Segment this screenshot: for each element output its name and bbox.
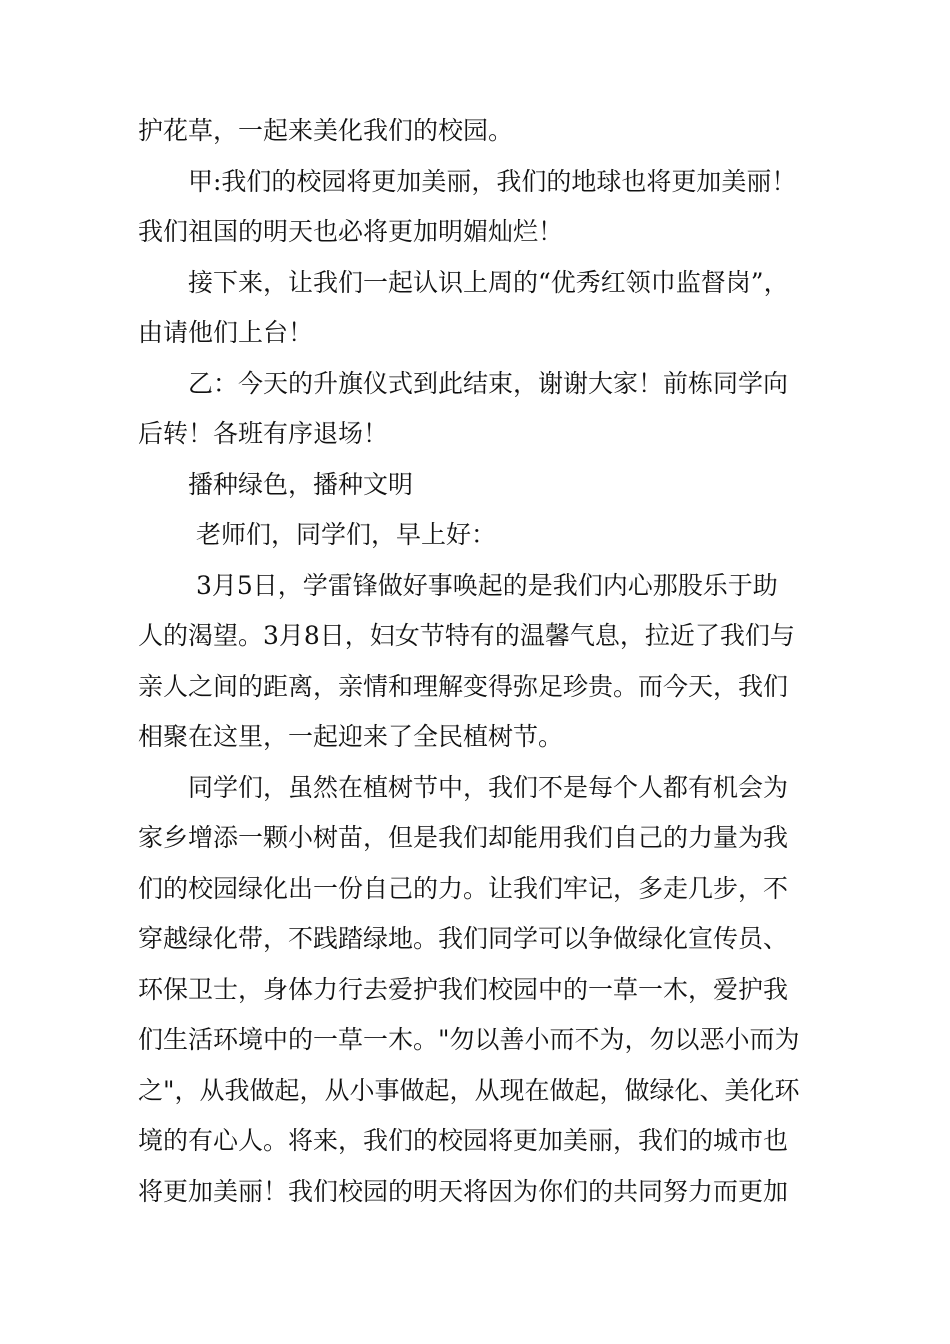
text-line: 环保卫士，身体力行去爱护我们校园中的一草一木，爱护我 [138, 974, 789, 1004]
text-line: 后转！各班有序退场！ [138, 419, 389, 448]
text-line: 同学们，虽然在植树节中，我们不是每个人都有机会为 [138, 772, 789, 802]
text-line: 家乡增添一颗小树苗，但是我们却能用我们自己的力量为我 [138, 823, 789, 852]
document-body [138, 106, 818, 1217]
text-line: 穿越绿化带，不践踏绿地。我们同学可以争做绿化宣传员、 [138, 924, 789, 953]
text-line: 们生活环境中的一草一木。"勿以善小而不为，勿以恶小而为 [138, 1025, 800, 1054]
text-line: 我们祖国的明天也必将更加明媚灿烂！ [138, 217, 564, 246]
text-line: 由请他们上台！ [138, 318, 314, 347]
text-line: 将更加美丽！我们校园的明天将因为你们的共同努力而更加 [138, 1176, 789, 1206]
text-line: 人的渴望。3月8日，妇女节特有的温馨气息，拉近了我们与 [138, 621, 795, 650]
text-line: 接下来，让我们一起认识上周的“优秀红领巾监督岗”， [138, 267, 789, 297]
text-line: 3月5日，学雷锋做好事唤起的是我们内心那股乐于助 [138, 570, 778, 600]
text-line: 老师们，同学们，早上好： [138, 520, 496, 549]
text-line: 护花草，一起来美化我们的校园。 [138, 116, 514, 145]
text-line: 甲:我们的校园将更加美丽，我们的地球也将更加美丽！ [138, 166, 797, 196]
text-line: 亲人之间的距离，亲情和理解变得弥足珍贵。而今天，我们 [138, 671, 789, 701]
text-line: 们的校园绿化出一份自己的力。让我们牢记，多走几步，不 [138, 873, 789, 903]
text-line: 相聚在这里，一起迎来了全民植树节。 [138, 722, 564, 751]
text-line: 之"，从我做起，从小事做起，从现在做起，做绿化、美化环 [138, 1075, 800, 1105]
text-line: 境的有心人。将来，我们的校园将更加美丽，我们的城市也 [138, 1126, 789, 1155]
text-line: 乙：今天的升旗仪式到此结束，谢谢大家！前栋同学向 [138, 368, 789, 398]
text-line: 播种绿色，播种文明 [138, 469, 414, 499]
